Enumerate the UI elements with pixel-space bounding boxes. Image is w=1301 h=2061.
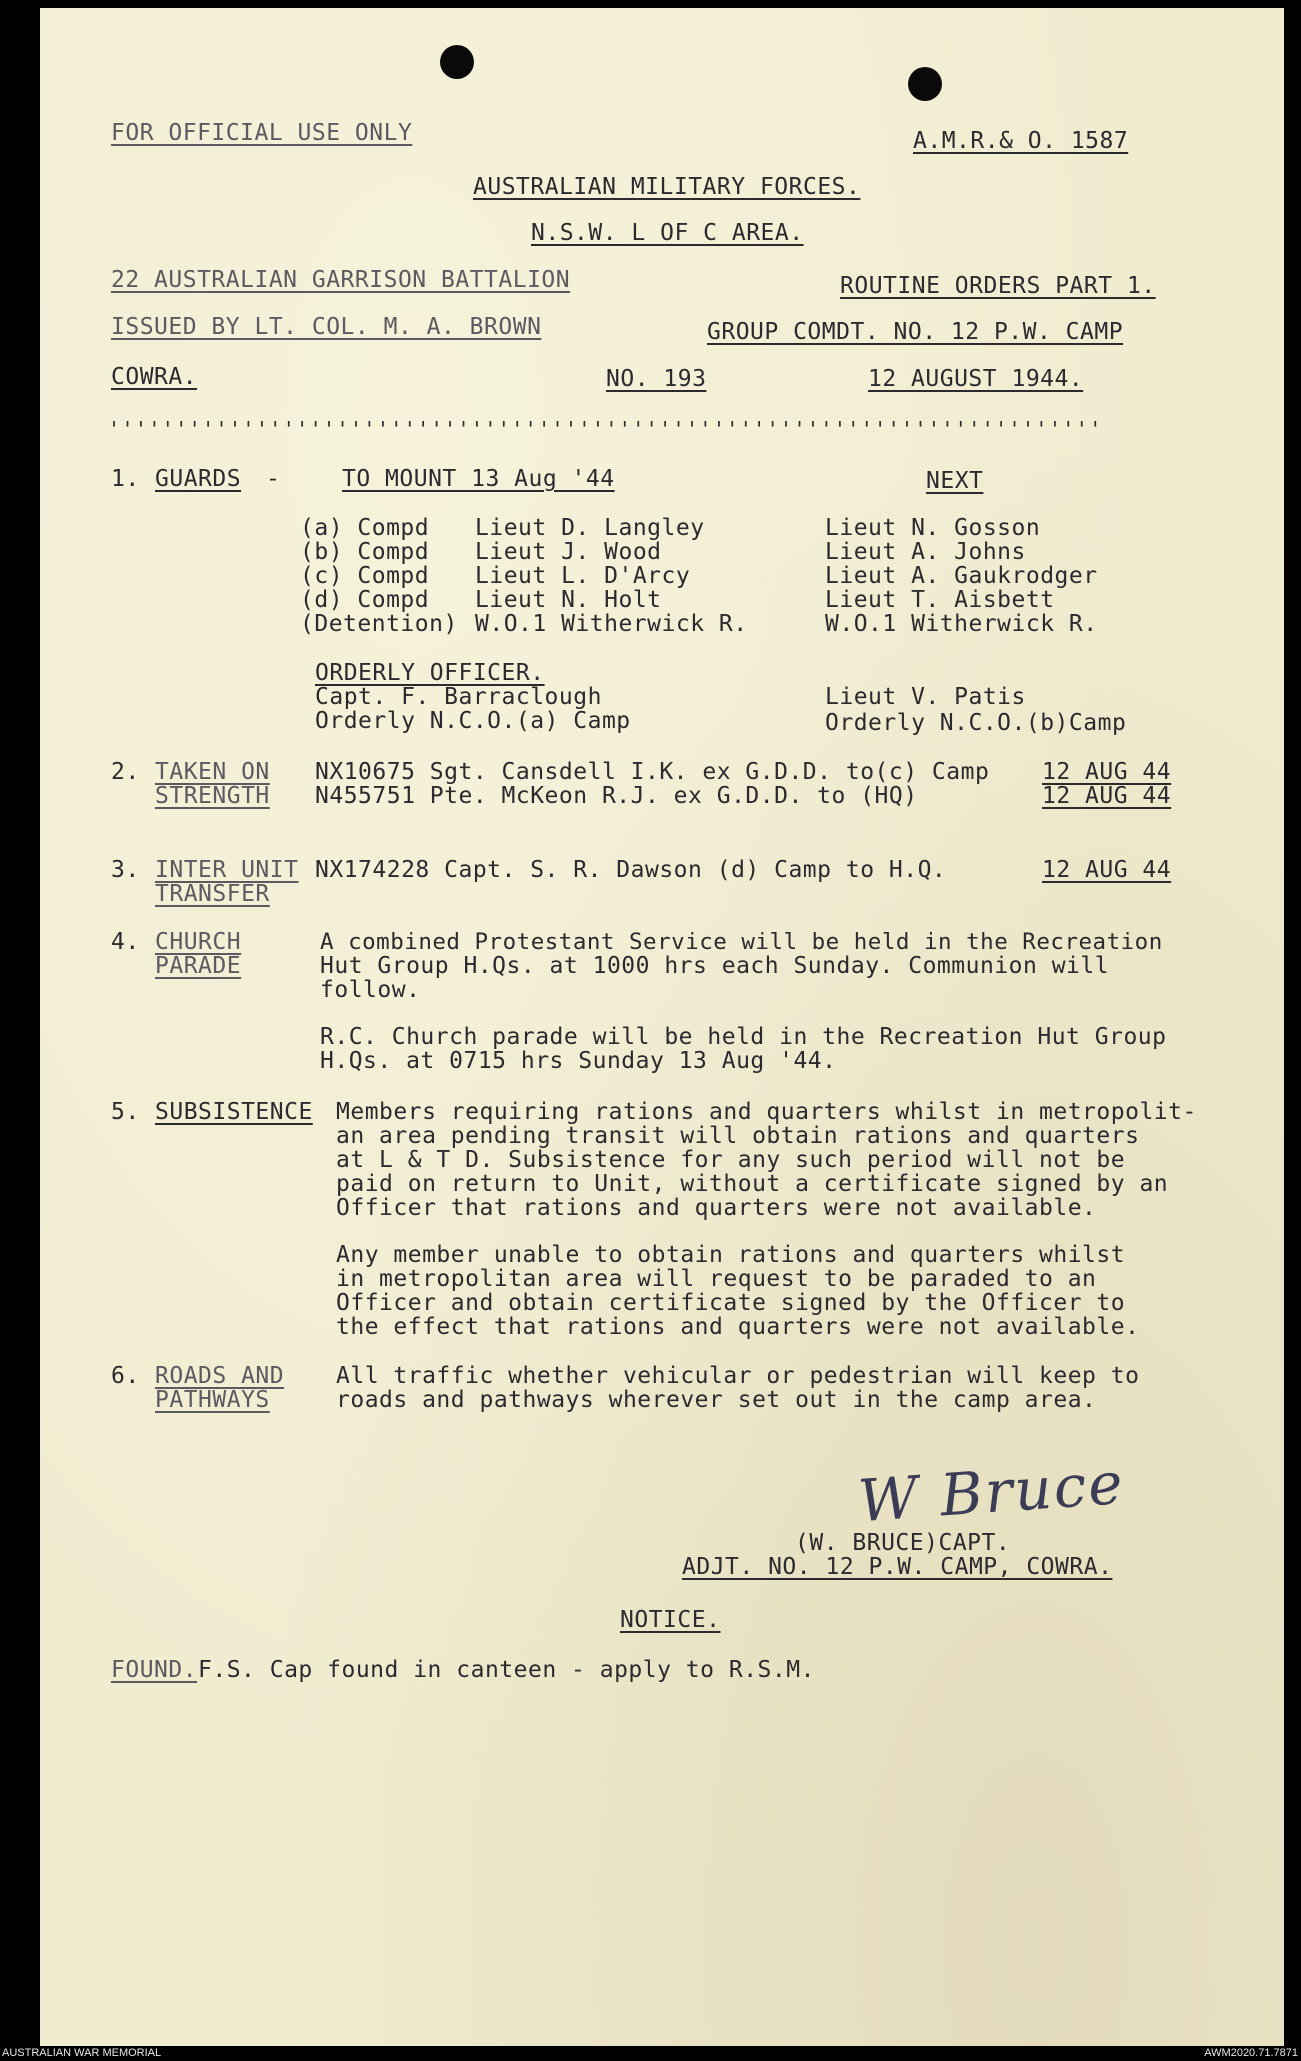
transfer-date: 12 AUG 44 (1042, 857, 1172, 883)
church-text-line: H.Qs. at 0715 hrs Sunday 13 Aug '44. (320, 1048, 837, 1074)
forces-heading: AUSTRALIAN MILITARY FORCES. (473, 174, 861, 200)
notice-heading: NOTICE. (620, 1607, 721, 1633)
section-number: 3. (111, 857, 140, 883)
section-number: 4. (111, 929, 140, 955)
section-number: 5. (111, 1099, 140, 1125)
section-number: 1. (111, 466, 140, 492)
church-text-line: R.C. Church parade will be held in the Recreation Hut Group (320, 1024, 1167, 1050)
orderly-officer-heading: ORDERLY OFFICER. (315, 660, 545, 686)
subsistence-text-line: paid on return to Unit, without a certificate signed by an (336, 1171, 1169, 1197)
strength-entry: N455751 Pte. McKeon R.J. ex G.D.D. to (HQ) (315, 783, 918, 809)
handwritten-signature: W Bruce (855, 1448, 1127, 1536)
official-use-label: FOR OFFICIAL USE ONLY (111, 120, 413, 146)
signatory-title: ADJT. NO. 12 P.W. CAMP, COWRA. (682, 1554, 1113, 1580)
subsistence-text-line: Officer that rations and quarters were not available. (336, 1195, 1097, 1221)
archive-footer (0, 2046, 1301, 2061)
guard-mount: Lieut D. Langley (475, 515, 705, 541)
section-number: 2. (111, 759, 140, 785)
orderly-nco-next: Orderly N.C.O.(b)Camp (825, 710, 1127, 736)
guard-mount: Lieut L. D'Arcy (475, 563, 691, 589)
inter-unit-transfer-heading: INTER UNIT (155, 857, 299, 883)
subsistence-text-line: Members requiring rations and quarters whilst in metropolit- (336, 1099, 1197, 1125)
subsistence-text-line: Officer and obtain certificate signed by the Officer to (336, 1290, 1126, 1316)
orderly-officer: Capt. F. Barraclough (315, 684, 602, 710)
guard-mount: Lieut J. Wood (475, 539, 662, 565)
subsistence-text-line: in metropolitan area will request to be paraded to an (336, 1266, 1097, 1292)
order-date: 12 AUGUST 1944. (868, 366, 1084, 392)
guard-next: Lieut T. Aisbett (825, 587, 1055, 613)
subsistence-heading: SUBSISTENCE (155, 1099, 313, 1125)
guard-next: Lieut A. Johns (825, 539, 1026, 565)
church-text-line: follow. (320, 977, 421, 1003)
to-mount-heading: TO MOUNT 13 Aug '44 (342, 466, 615, 492)
place: COWRA. (111, 364, 198, 390)
guard-next: W.O.1 Witherwick R. (825, 611, 1098, 637)
guard-mount: W.O.1 Witherwick R. (475, 611, 748, 637)
routine-orders-heading: ROUTINE ORDERS PART 1. (840, 273, 1156, 299)
orderly-nco: Orderly N.C.O.(a) Camp (315, 708, 631, 734)
guard-next: Lieut A. Gaukrodger (825, 563, 1098, 589)
guard-camp: (Detention) (300, 611, 458, 637)
dash: - (266, 466, 281, 492)
divider-line: '''''''''''''''''''''''''''''''''''''''''''''''''''''''''''''''''''''''''' (108, 417, 1103, 441)
church-text-line: Hut Group H.Qs. at 1000 hrs each Sunday. Communion will (320, 953, 1110, 979)
strength-entry: NX10675 Sgt. Cansdell I.K. ex G.D.D. to(c) Camp (315, 759, 990, 785)
strength-date: 12 AUG 44 (1042, 783, 1172, 809)
section-number: 6. (111, 1363, 140, 1389)
battalion-heading: 22 AUSTRALIAN GARRISON BATTALION (111, 267, 571, 293)
roads-text-line: All traffic whether vehicular or pedestrian will keep to (336, 1363, 1140, 1389)
guard-camp: (d) Compd (300, 587, 430, 613)
notice-label: FOUND. (111, 1657, 198, 1683)
guard-mount: Lieut N. Holt (475, 587, 662, 613)
inter-unit-transfer-heading: TRANSFER (155, 881, 270, 907)
next-heading: NEXT (926, 468, 984, 494)
strength-date: 12 AUG 44 (1042, 759, 1172, 785)
subsistence-text-line: at L & T D. Subsistence for any such period will not be (336, 1147, 1126, 1173)
notice-text: F.S. Cap found in canteen - apply to R.S.M. (198, 1657, 815, 1683)
roads-pathways-heading: PATHWAYS (155, 1387, 270, 1413)
roads-text-line: roads and pathways wherever set out in the camp area. (336, 1387, 1097, 1413)
church-parade-heading: CHURCH (155, 929, 242, 955)
reference-number: A.M.R.& O. 1587 (913, 128, 1129, 154)
subsistence-text-line: the effect that rations and quarters were not available. (336, 1314, 1140, 1340)
order-number: NO. 193 (606, 366, 707, 392)
group-commandant: GROUP COMDT. NO. 12 P.W. CAMP (707, 319, 1124, 345)
transfer-entry: NX174228 Capt. S. R. Dawson (d) Camp to H.Q. (315, 857, 947, 883)
roads-pathways-heading: ROADS AND (155, 1363, 285, 1389)
signatory-name: (W. BRUCE)CAPT. (795, 1530, 1011, 1556)
guard-next: Lieut N. Gosson (825, 515, 1041, 541)
taken-on-strength-heading: STRENGTH (155, 783, 270, 809)
guard-camp: (c) Compd (300, 563, 430, 589)
document-page (40, 8, 1284, 2046)
issued-by: ISSUED BY LT. COL. M. A. BROWN (111, 314, 542, 340)
footer-left: AUSTRALIAN WAR MEMORIAL (2, 2047, 162, 2059)
church-text-line: A combined Protestant Service will be held in the Recreation (320, 929, 1163, 955)
punch-hole (908, 67, 942, 101)
area-heading: N.S.W. L OF C AREA. (531, 220, 804, 246)
taken-on-strength-heading: TAKEN ON (155, 759, 270, 785)
subsistence-text-line: an area pending transit will obtain rations and quarters (336, 1123, 1140, 1149)
subsistence-text-line: Any member unable to obtain rations and quarters whilst (336, 1242, 1126, 1268)
guards-heading: GUARDS (155, 466, 242, 492)
church-parade-heading: PARADE (155, 953, 242, 979)
orderly-officer-next: Lieut V. Patis (825, 684, 1026, 710)
guard-camp: (a) Compd (300, 515, 430, 541)
punch-hole (440, 45, 474, 79)
guard-camp: (b) Compd (300, 539, 430, 565)
footer-right: AWM2020.71.7871 (1204, 2047, 1298, 2059)
